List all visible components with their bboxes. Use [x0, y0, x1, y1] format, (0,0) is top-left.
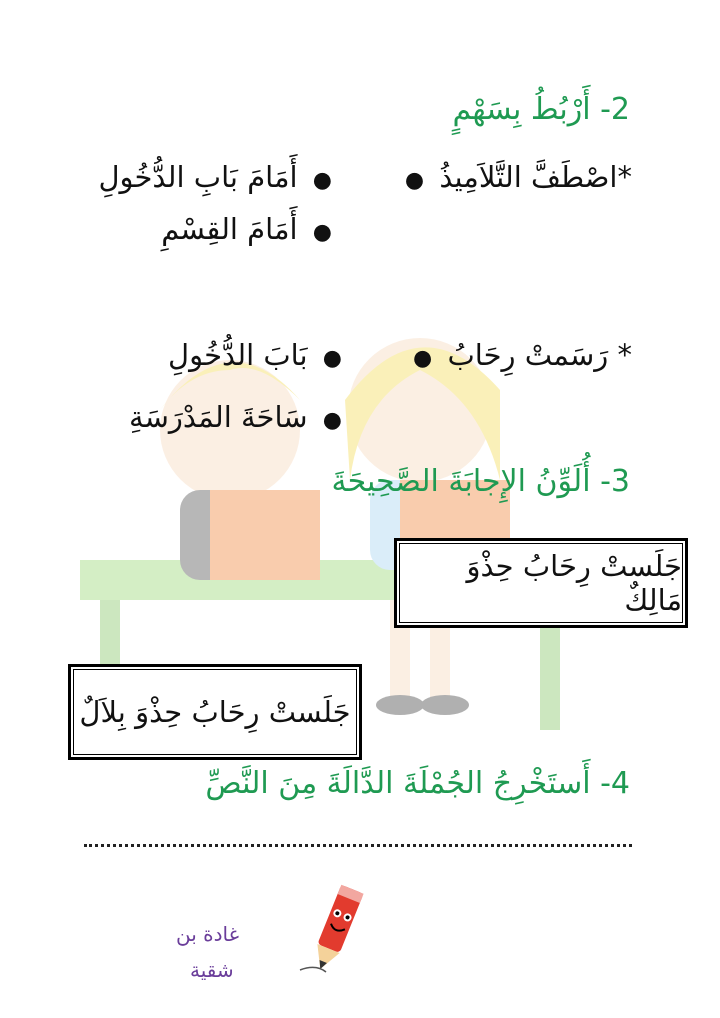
connector-dot-icon[interactable]: ● — [312, 220, 332, 245]
section-3-heading: 3- أُلَوِّنُ الإِجابَةَ الصَّحِيحَةَ — [331, 464, 630, 499]
prompt-2-text: * رَسَمتْ رِحَابُ — [447, 338, 632, 372]
answer-choice-2[interactable]: جَلَستْ رِحَابُ حِذْوَ بِلاَلٌ — [70, 666, 360, 758]
option-1b — [161, 212, 338, 246]
option-2b — [129, 400, 348, 434]
option-1a-text: أَمَامَ بَابِ الدُّخُولِ — [98, 160, 298, 194]
connector-dot-icon[interactable]: ● — [322, 346, 342, 371]
connector-dot-icon[interactable]: ● — [322, 408, 342, 433]
prompt-1 — [399, 160, 632, 194]
prompt-2 — [407, 338, 632, 372]
option-1a — [98, 160, 338, 194]
prompt-1-text: *اصْطَفَّ التَّلاَمِيذُ — [439, 160, 632, 194]
option-1b-text: أَمَامَ القِسْمِ — [161, 212, 298, 246]
option-2a-text: بَابَ الدُّخُولِ — [168, 338, 308, 372]
author-name-line2: شقية — [190, 958, 234, 982]
section-4-heading: 4- أَستَخْرِجُ الجُمْلَةَ الدَّالَةَ مِنَ النَّصِّ — [205, 766, 630, 801]
option-2a — [168, 338, 348, 372]
author-name-line1: غادة بن — [176, 922, 240, 946]
connector-dot-icon[interactable]: ● — [404, 168, 425, 193]
answer-writing-line[interactable] — [84, 844, 632, 847]
pencil-mascot-icon — [296, 880, 376, 980]
answer-choice-1[interactable]: جَلَستْ رِحَابُ حِذْوَ مَالِكٌ — [396, 540, 686, 626]
option-2b-text: سَاحَةَ المَدْرَسَةِ — [129, 400, 308, 434]
section-2-heading: 2- أَرْبُطُ بِسَهْمٍ — [452, 92, 630, 127]
connector-dot-icon[interactable]: ● — [413, 346, 433, 371]
connector-dot-icon[interactable]: ● — [312, 168, 332, 193]
